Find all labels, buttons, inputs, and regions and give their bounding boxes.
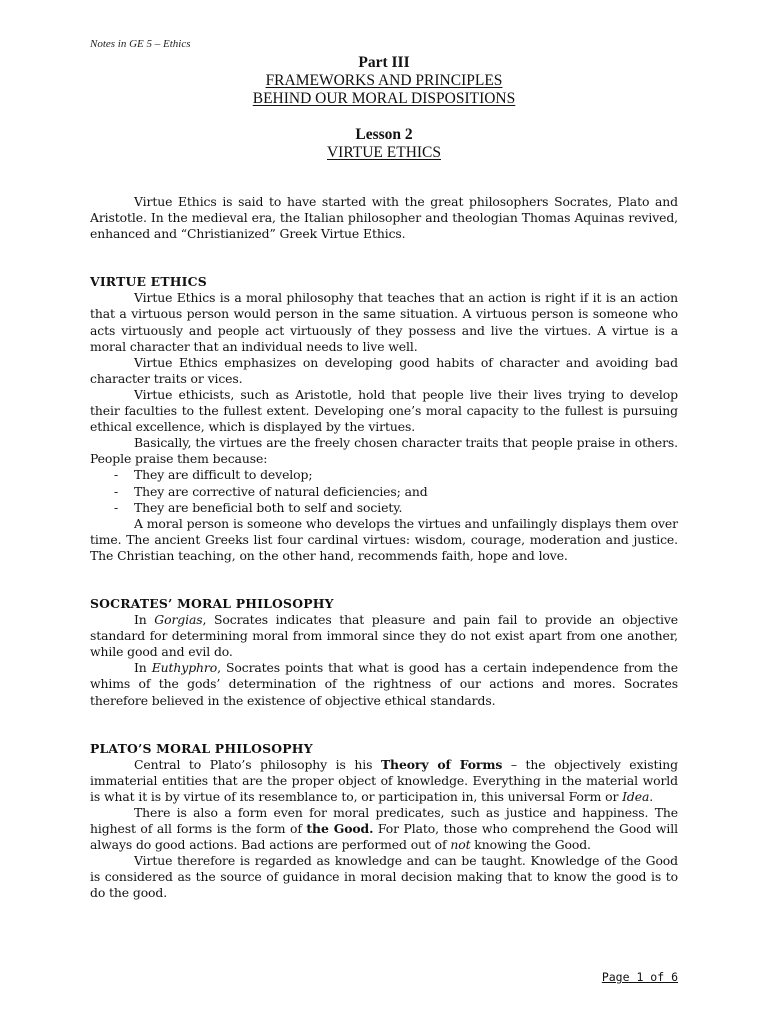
- virtue-paragraph-2: Virtue Ethics emphasizes on developing good habits of character and avoiding bad character traits or vices.: [90, 354, 678, 386]
- dispositions-title: BEHIND OUR MORAL DISPOSITIONS: [252, 90, 516, 107]
- document-body: [90, 194, 678, 902]
- gorgias-title: Gorgias: [154, 612, 203, 628]
- frameworks-title: FRAMEWORKS AND PRINCIPLES: [265, 72, 503, 89]
- virtue-reasons-list: [90, 467, 678, 515]
- virtue-paragraph-1: Virtue Ethics is a moral philosophy that teaches that an action is right if it is an action that a virtuous person would person in the same situation. A virtuous person is someone who acts virtuously and people act virtuously of they possess and live the virtues. A virtue is a moral character that an individual needs to live well.: [90, 290, 678, 354]
- virtue-ethics-title: VIRTUE ETHICS: [326, 144, 442, 161]
- lesson-title: Lesson 2: [355, 126, 413, 143]
- part-title: Part III: [358, 54, 410, 71]
- theory-of-forms: Theory of Forms: [380, 756, 503, 772]
- not-term: not: [450, 837, 471, 853]
- plato-heading: PLATO’S MORAL PHILOSOPHY: [90, 740, 313, 756]
- virtue-paragraph-3: Virtue ethicists, such as Aristotle, hold that people live their lives trying to develop their faculties to the fullest extent. Developing one’s moral capacity to the fullest is pursuing ethical excellence, which is displayed by the virtues.: [90, 386, 678, 435]
- euthyphro-title: Euthyphro: [151, 660, 218, 676]
- socrates-paragraph-1: In Gorgias, Socrates indicates that pleasure and pain fail to provide an objective standard for determining moral from immoral since they do not exist apart from one another, while good and evil do.: [90, 612, 679, 660]
- plato-paragraph-1: Central to Plato’s philosophy is his Theory of Forms – the objectively existing immaterial entities that are the proper object of knowledge. Everything in the material world is what it is by virtue of its resemblance to, or participation in, this universal Form or Idea.: [90, 756, 678, 804]
- plato-paragraph-3: Virtue therefore is regarded as knowledge and can be taught. Knowledge of the Good is considered as the source of guidance in moral decision making that to know the good is to do the good.: [90, 853, 678, 901]
- idea-term: Idea: [622, 788, 650, 804]
- list-item: - They are beneficial both to self and society.: [114, 500, 678, 516]
- list-item: - They are difficult to develop;: [114, 467, 678, 483]
- list-item: - They are corrective of natural deficiencies; and: [114, 484, 678, 500]
- virtue-paragraph-5: A moral person is someone who develops the virtues and unfailingly displays them over time. The ancient Greeks list four cardinal virtues: wisdom, courage, moderation and justice. The Christian teaching, on the other hand, recommends faith, hope and love.: [90, 515, 678, 563]
- virtue-paragraph-4: Basically, the virtues are the freely chosen character traits that people praise in others. People praise them because:: [90, 435, 678, 467]
- socrates-heading: SOCRATES’ MORAL PHILOSOPHY: [90, 595, 334, 611]
- intro-paragraph: Virtue Ethics is said to have started with the great philosophers Socrates, Plato and Aristotle. In the medieval era, the Italian philosopher and theologian Thomas Aquinas revived, enhanced and “Christianized” Greek Virtue Ethics.: [90, 194, 678, 242]
- title-block: [90, 54, 678, 162]
- virtue-ethics-heading: VIRTUE ETHICS: [90, 274, 207, 290]
- the-good-term: the Good.: [306, 821, 374, 837]
- page-number: Page 1 of 6: [601, 970, 678, 984]
- plato-paragraph-2: There is also a form even for moral predicates, such as justice and happiness. The highest of all forms is the form of the Good. For Plato, those who comprehend the Good will always do good actions. Bad actions are performed out of not knowing the Good.: [90, 805, 679, 853]
- header-note: Notes in GE 5 – Ethics: [90, 38, 191, 50]
- socrates-paragraph-2: In Euthyphro, Socrates points that what is good has a certain independence from the whims of the gods’ determination of the rightness of our actions and mores. Socrates therefore believed in the existence of objective ethical standards.: [90, 660, 679, 708]
